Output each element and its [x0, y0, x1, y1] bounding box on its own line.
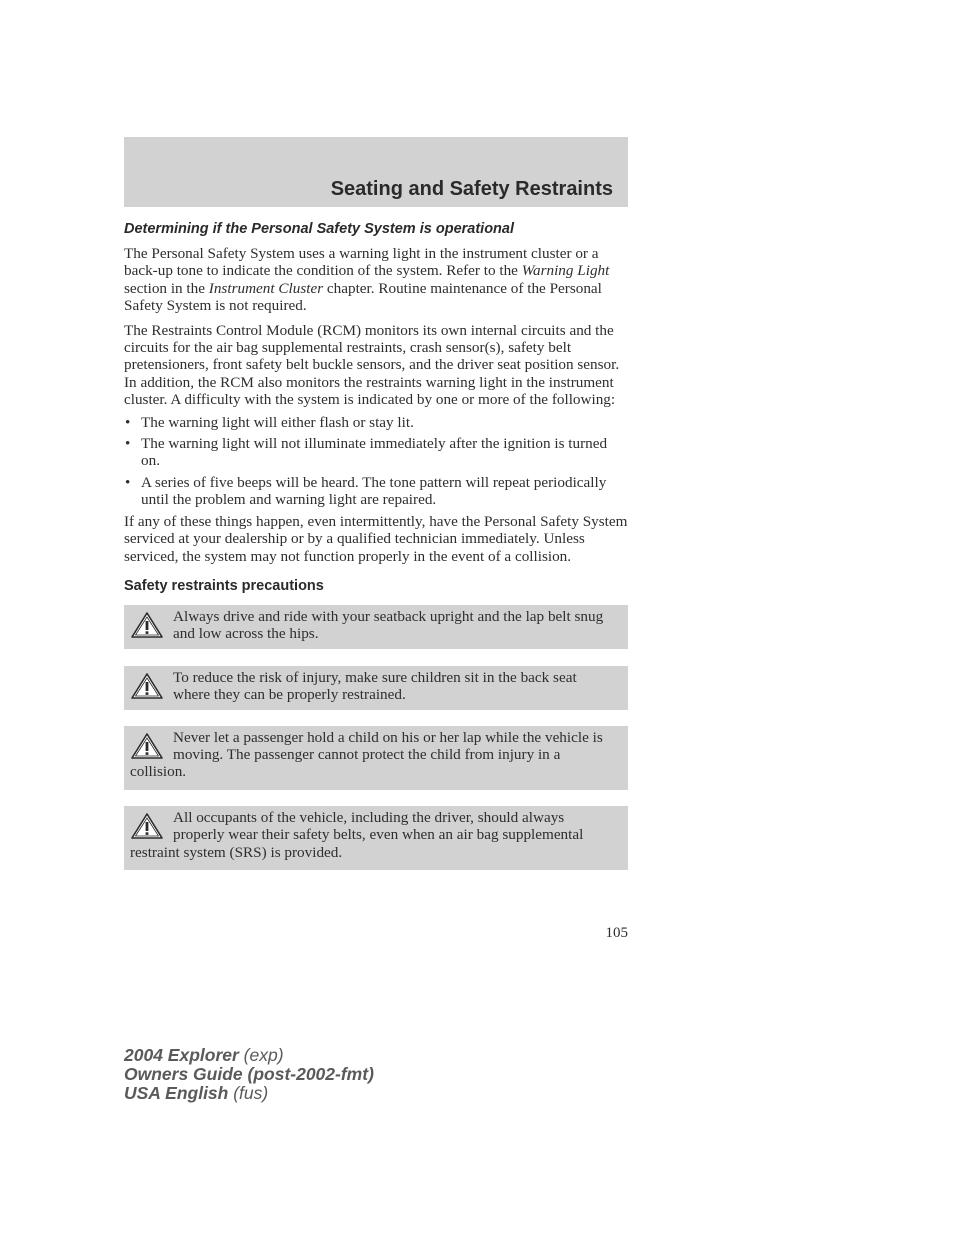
warning-box — [124, 605, 628, 649]
footer-line-model — [124, 1046, 374, 1065]
page-content — [124, 220, 628, 870]
paragraph-text: The Personal Safety System uses a warning light in the instrument cluster or a back-up tone to indicate the condition of the system. Refer to the — [124, 245, 599, 280]
footer-line-language — [124, 1084, 374, 1103]
warning-text: Always drive and ride with your seatback upright and the lap belt snug and low across the hips. — [173, 607, 604, 643]
page-number: 105 — [605, 925, 628, 941]
paragraph-service: If any of these things happen, even intermittently, have the Personal Safety System serviced at your dealership or by a qualified technician immediately. Unless serviced, the system may not function properly in the event of a collision. — [124, 512, 628, 565]
paragraph-text: section in the — [124, 279, 209, 297]
list-item — [124, 474, 628, 509]
bullet-icon: • — [125, 413, 131, 431]
footer-line-guide — [124, 1065, 374, 1084]
bullet-list — [124, 414, 628, 509]
warning-text: All occupants of the vehicle, including the driver, should always properly wear their safety belts, even when an air bag supplemental restraint system (SRS) is provided. — [130, 808, 584, 861]
paragraph-warning-light — [124, 245, 628, 315]
list-item-text: The warning light will either flash or stay lit. — [141, 413, 414, 431]
chapter-header-bar — [124, 137, 628, 207]
bullet-icon: • — [125, 435, 131, 453]
section-heading-precautions: Safety restraints precautions — [124, 577, 324, 594]
paragraph-text: chapter. Routine maintenance of the Personal Safety System is not required. — [124, 279, 602, 315]
footer-model: 2004 Explorer — [124, 1045, 239, 1065]
section-heading-operational: Determining if the Personal Safety System is operational — [124, 221, 514, 237]
warning-box — [124, 666, 628, 710]
warning-triangle-icon — [130, 732, 164, 760]
list-item — [124, 414, 628, 431]
footer-language: USA English — [124, 1083, 229, 1103]
warning-text: Never let a passenger hold a child on his or her lap while the vehicle is moving. The passenger cannot protect the child from injury in a collision. — [130, 728, 603, 781]
warning-triangle-icon — [130, 672, 164, 700]
warning-text: To reduce the risk of injury, make sure children sit in the back seat where they can be properly restrained. — [173, 668, 577, 704]
list-item — [124, 435, 628, 470]
warning-box — [124, 806, 628, 870]
italic-reference-instrument-cluster: Instrument Cluster — [208, 279, 324, 297]
warning-triangle-icon — [130, 812, 164, 840]
footer-model-code: (exp) — [243, 1045, 284, 1065]
footer-guide: Owners Guide (post-2002-fmt) — [124, 1064, 374, 1084]
document-footer — [124, 1046, 374, 1103]
warning-box — [124, 726, 628, 790]
list-item-text: The warning light will not illuminate immediately after the ignition is turned on. — [141, 435, 608, 470]
italic-reference-warning-light: Warning Light — [521, 262, 610, 280]
footer-language-code: (fus) — [233, 1083, 269, 1103]
paragraph-rcm: The Restraints Control Module (RCM) monitors its own internal circuits and the circuits for the air bag supplemental restraints, crash sensor(s), safety belt pretensioners, front safety belt buckle sensors, and the driver seat position sensor. In addition, the RCM also monitors the restraints warning light in the instrument cluster. A difficulty with the system is indicated by one or more of the following: — [124, 321, 620, 409]
warning-triangle-icon — [130, 611, 164, 639]
list-item-text: A series of five beeps will be heard. The tone pattern will repeat periodically until the problem and warning light are repaired. — [141, 473, 607, 509]
bullet-icon: • — [125, 473, 131, 491]
chapter-title: Seating and Safety Restraints — [330, 178, 613, 200]
